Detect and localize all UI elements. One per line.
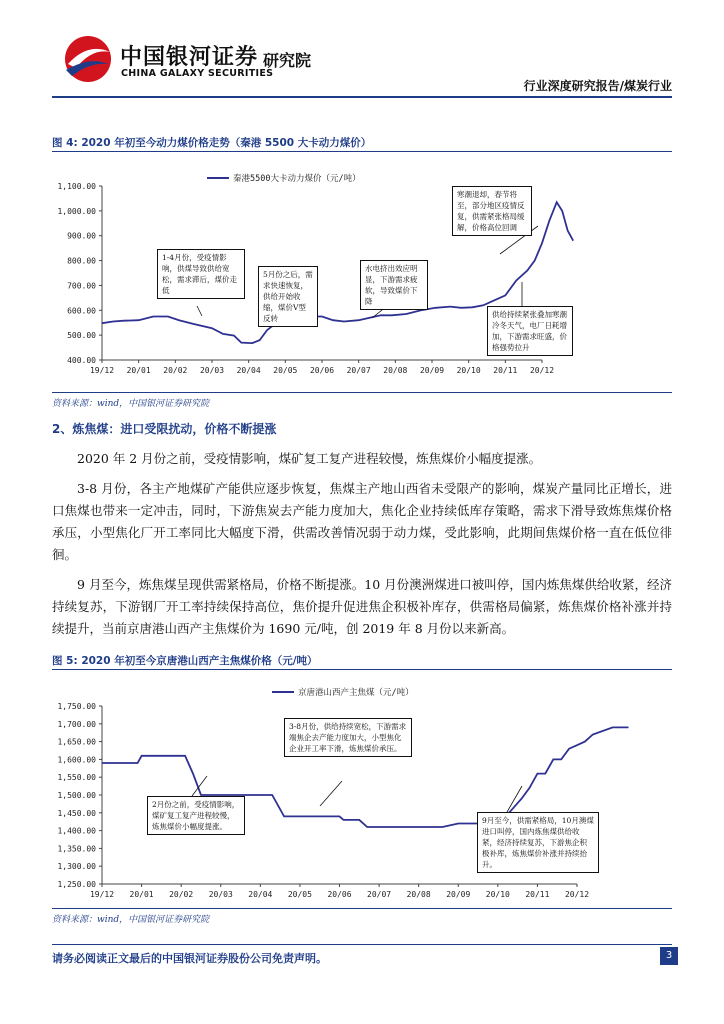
figure4-bottom-rule bbox=[52, 392, 672, 393]
figure5-x-tick-label: 20/02 bbox=[169, 890, 194, 899]
figure5-note-pointer bbox=[507, 786, 522, 812]
report-type: 行业深度研究报告/煤炭行业 bbox=[523, 79, 672, 93]
figure5-note-3: 9月至今，供需紧格局，10月澳煤进口叫停，国内炼焦煤供给收紧，经济持续复苏，下游焦企积极补库，炼焦煤价补涨并持续抬升。 bbox=[477, 812, 599, 873]
figure4-note-1: 1-4月份，受疫情影响，供煤导致供给宽松，需求滞后，煤价走低 bbox=[157, 249, 245, 299]
footer-divider bbox=[52, 944, 672, 945]
figure5-y-tick-label: 1,650.00 bbox=[57, 737, 96, 747]
figure4-note-4: 寒潮退却，春节将至，部分地区疫情反复，供需紧张格局缓解，价格高位回调 bbox=[452, 186, 532, 236]
figure4-y-tick-label: 900.00 bbox=[67, 231, 96, 241]
figure5-y-tick-label: 1,400.00 bbox=[57, 826, 96, 836]
figure4-note-3: 水电挤出效应明显，下游需求疲软，导致煤价下降 bbox=[360, 260, 428, 310]
figure4-title: 图 4: 2020 年初至今动力煤价格走势（秦港 5500 大卡动力煤价） bbox=[52, 137, 372, 149]
figure5-legend-label: 京唐港山西产主焦煤（元/吨） bbox=[298, 688, 414, 698]
galaxy-logo-icon bbox=[62, 34, 114, 84]
figure4-top-rule bbox=[52, 151, 672, 152]
figure4-x-tick-label: 19/12 bbox=[89, 366, 115, 375]
figure5-x-tick-label: 20/07 bbox=[367, 890, 392, 899]
figure5-x-tick-label: 20/06 bbox=[327, 890, 352, 899]
figure5-x-tick-label: 20/01 bbox=[129, 890, 154, 899]
figure5-chart bbox=[52, 676, 672, 902]
figure4-x-tick-label: 20/11 bbox=[493, 366, 518, 375]
figure4-x-tick-label: 20/08 bbox=[383, 366, 408, 375]
figure5-x-tick-label: 20/12 bbox=[564, 890, 590, 899]
figure5-x-tick-label: 20/11 bbox=[525, 890, 550, 899]
figure4-source: 资料来源：wind，中国银河证券研究院 bbox=[52, 399, 210, 409]
figure5-title: 图 5: 2020 年初至今京唐港山西产主焦煤价格（元/吨） bbox=[52, 655, 318, 667]
figure4-note-2: 5月份之后，需求快速恢复，供给开始收缩，煤价V型反转 bbox=[258, 266, 318, 327]
figure5-y-tick-label: 1,700.00 bbox=[57, 719, 96, 729]
figure5-top-rule bbox=[52, 669, 672, 670]
figure5-y-tick-label: 1,250.00 bbox=[57, 880, 96, 889]
paragraph-2: 3-8 月份，各主产地煤矿产能供应逐步恢复，焦煤主产地山西省未受限产的影响，煤炭产量同比正增长，进口焦煤也带来一定冲击，同时，下游焦炭去产能力度加大，焦化企业持续低库存策略，需求下滑导致炼焦煤价格承压，小型焦化厂开工率同比大幅度下滑，供需改善情况弱于动力煤，受此影响，此期间焦煤价格一直在低位徘徊。 bbox=[52, 481, 672, 562]
figure4-chart bbox=[52, 156, 672, 384]
figure5-x-tick-label: 19/12 bbox=[89, 890, 115, 899]
figure4-x-tick-label: 20/04 bbox=[236, 366, 261, 375]
figure5-source: 资料来源：wind，中国银河证券研究院 bbox=[52, 915, 210, 925]
figure5-note-pointer bbox=[320, 781, 342, 806]
figure4-x-tick-label: 20/12 bbox=[529, 366, 555, 375]
figure4-y-tick-label: 1,100.00 bbox=[57, 182, 96, 191]
figure4-x-tick-label: 20/09 bbox=[419, 366, 445, 375]
figure5-x-tick-label: 20/08 bbox=[406, 890, 431, 899]
figure5-y-tick-label: 1,600.00 bbox=[57, 755, 96, 765]
figure5-note-1: 2月份之前，受疫情影响，煤矿复工复产进程较慢，炼焦煤价小幅度提涨。 bbox=[147, 796, 245, 835]
figure5-y-tick-label: 1,550.00 bbox=[57, 773, 96, 783]
figure4-x-tick-label: 20/07 bbox=[346, 366, 371, 375]
figure5-x-tick-label: 20/04 bbox=[248, 890, 273, 899]
figure5-y-tick-label: 1,350.00 bbox=[57, 844, 96, 854]
figure4-x-tick-label: 20/06 bbox=[309, 366, 335, 375]
figure5-bottom-rule bbox=[52, 908, 672, 909]
page-number: 3 bbox=[660, 947, 678, 965]
brand-name-en: CHINA GALAXY SECURITIES bbox=[121, 68, 274, 79]
brand-name-cn: 中国银河证券 bbox=[120, 45, 259, 70]
figure4-y-tick-label: 1,000.00 bbox=[57, 206, 96, 216]
paragraph-3: 9 月至今，炼焦煤呈现供需紧格局，价格不断提涨。10 月份澳洲煤进口被叫停，国内炼焦煤供给收紧，经济持续复苏，下游钢厂开工率持续保持高位，焦价提升促进焦企积极补库存，供需格局偏紧，炼焦煤价格补涨并持续提升，当前京唐港山西产主焦煤价为 1690 元/吨，创 2019 年 8 月份以来新高。 bbox=[52, 577, 672, 636]
paragraph-1: 2020 年 2 月份之前，受疫情影响，煤矿复工复产进程较慢，炼焦煤价小幅度提涨。 bbox=[77, 451, 542, 466]
figure4-legend-label: 秦港5500大卡动力煤价（元/吨） bbox=[233, 174, 361, 184]
figure4-y-tick-label: 400.00 bbox=[67, 356, 96, 365]
figure4-x-tick-label: 20/01 bbox=[126, 366, 151, 375]
figure5-y-tick-label: 1,450.00 bbox=[57, 808, 96, 818]
section2-body bbox=[52, 448, 672, 648]
figure5-x-tick-label: 20/10 bbox=[485, 890, 510, 899]
figure5-y-tick-label: 1,500.00 bbox=[57, 791, 96, 800]
figure4-x-tick-label: 20/03 bbox=[199, 366, 225, 375]
section2-title: 2、炼焦煤：进口受限扰动，价格不断提涨 bbox=[52, 422, 277, 436]
figure5-x-tick-label: 20/05 bbox=[287, 890, 312, 899]
figure4-x-tick-label: 20/02 bbox=[163, 366, 188, 375]
disclaimer-note: 请务必阅读正文最后的中国银河证券股份公司免责声明。 bbox=[52, 952, 327, 965]
figure5-y-tick-label: 1,300.00 bbox=[57, 862, 96, 872]
header-divider bbox=[52, 96, 672, 98]
figure5-y-tick-label: 1,750.00 bbox=[57, 702, 96, 711]
figure4-y-tick-label: 500.00 bbox=[67, 331, 96, 341]
figure4-note-5: 供给持续紧张叠加寒潮冷冬天气，电厂日耗增加，下游需求旺盛，价格强势拉升 bbox=[487, 306, 573, 356]
brand-institute: 研究院 bbox=[263, 51, 312, 70]
figure4-y-tick-label: 700.00 bbox=[67, 281, 96, 291]
figure5-x-tick-label: 20/03 bbox=[208, 890, 233, 899]
figure4-y-tick-label: 800.00 bbox=[67, 256, 96, 266]
figure4-y-tick-label: 600.00 bbox=[67, 306, 96, 316]
figure4-x-tick-label: 20/05 bbox=[273, 366, 298, 375]
figure5-x-tick-label: 20/09 bbox=[446, 890, 471, 899]
figure4-note-pointer bbox=[197, 306, 202, 316]
figure4-x-tick-label: 20/10 bbox=[456, 366, 481, 375]
figure5-note-2: 3-8月份，供给持续宽松，下游需求端焦企去产能力度加大，小型焦化企业开工率下滑，炼焦煤价承压。 bbox=[284, 718, 412, 757]
